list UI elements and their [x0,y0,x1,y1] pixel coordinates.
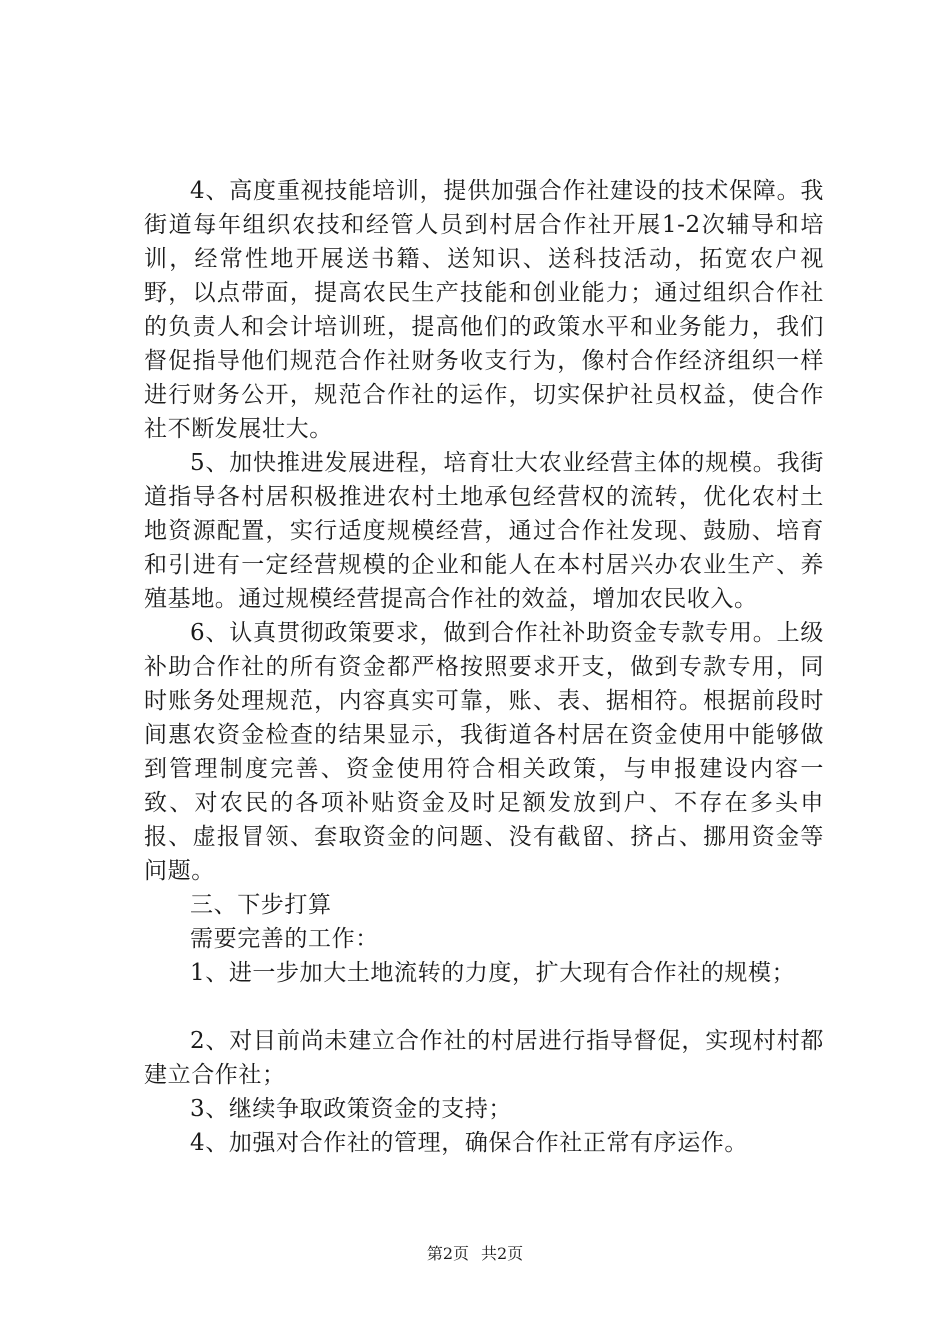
blank-line [144,990,824,1024]
page-footer [0,1244,950,1264]
document-body [144,174,824,1160]
page-number-current: 第2页 [426,1244,469,1263]
paragraph-skills-training: 4、高度重视技能培训，提供加强合作社建设的技术保障。我街道每年组织农技和经管人员到村居合作社开展1-2次辅导和培训，经常性地开展送书籍、送知识、送科技活动，拓宽农户视野，以点带面，提高农民生产技能和创业能力；通过组织合作社的负责人和会计培训班，提高他们的政策水平和业务能力，我们督促指导他们规范合作社财务收支行为，像村合作经济组织一样进行财务公开，规范合作社的运作，切实保护社员权益，使合作社不断发展壮大。 [144,178,824,442]
list-item-policy-funds: 3、继续争取政策资金的支持； [190,1096,513,1122]
page-number-total: 共2页 [481,1244,524,1263]
list-item-management: 4、加强对合作社的管理，确保合作社正常有序运作。 [190,1130,749,1156]
paragraph-scale-development: 5、加快推进发展进程，培育壮大农业经营主体的规模。我街道指导各村居积极推进农村土地承包经营权的流转，优化农村土地资源配置，实行适度规模经营，通过合作社发现、鼓励、培育和引进有一定经营规模的企业和能人在本村居兴办农业生产、养殖基地。通过规模经营提高合作社的效益，增加农民收入。 [144,450,824,612]
paragraph-funds-policy: 6、认真贯彻政策要求，做到合作社补助资金专款专用。上级补助合作社的所有资金都严格按照要求开支，做到专款专用，同时账务处理规范，内容真实可靠，账、表、据相符。根据前段时间惠农资金检查的结果显示，我街道各村居在资金使用中能够做到管理制度完善、资金使用符合相关政策，与申报建设内容一致、对农民的各项补贴资金及时足额发放到户、不存在多头申报、虚报冒领、套取资金的问题、没有截留、挤占、挪用资金等问题。 [144,620,824,884]
list-item-establish-cooperatives: 2、对目前尚未建立合作社的村居进行指导督促，实现村村都建立合作社； [144,1028,824,1088]
list-item-land-transfer: 1、进一步加大土地流转的力度，扩大现有合作社的规模； [190,960,796,986]
paragraph-work-to-improve: 需要完善的工作： [190,926,379,952]
section-heading-next-steps: 三、下步打算 [190,892,332,918]
